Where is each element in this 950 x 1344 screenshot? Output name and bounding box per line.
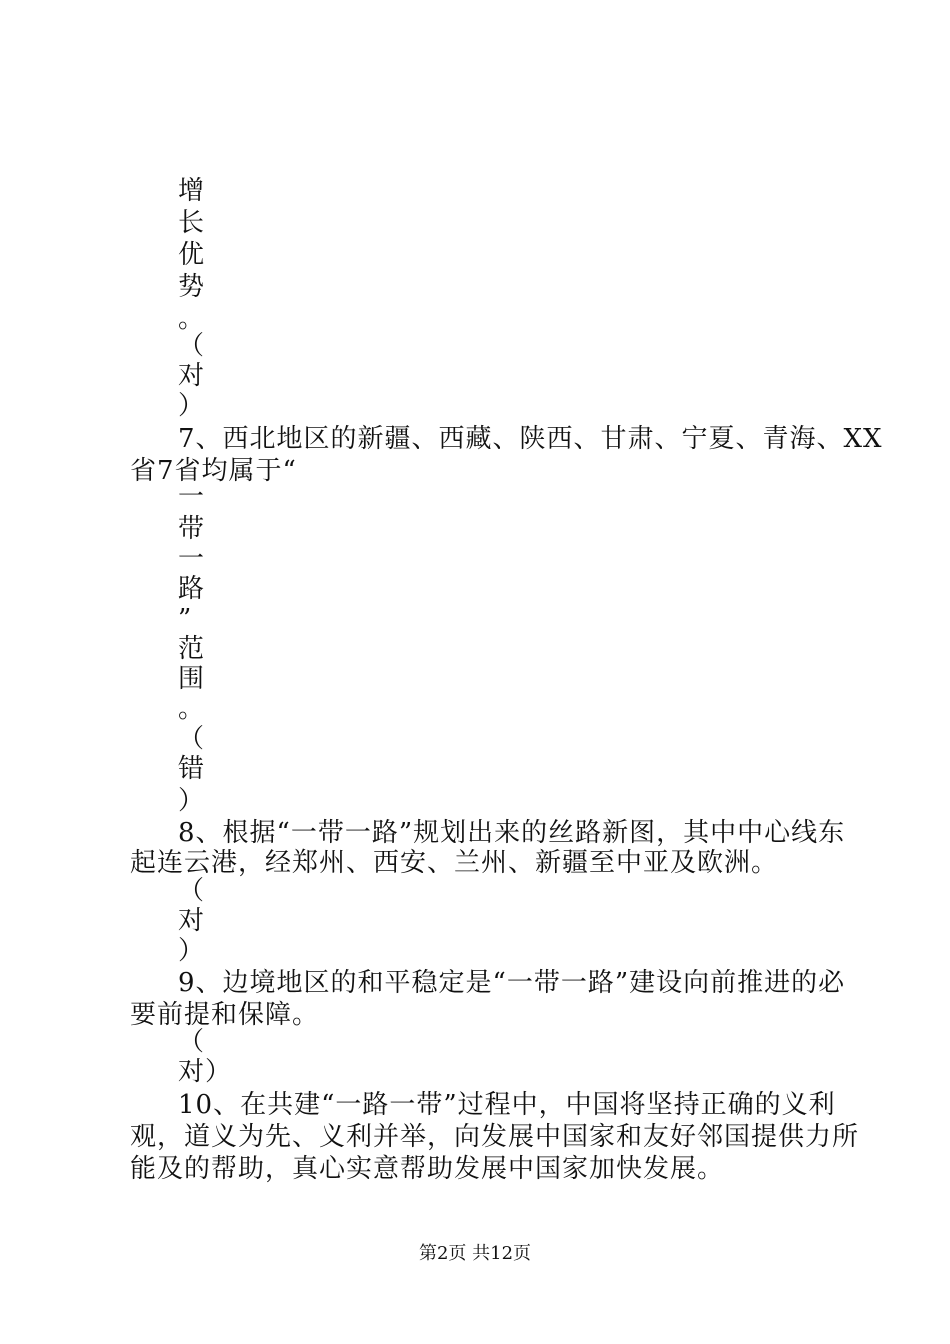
q7-line-2: 省7省均属于“ bbox=[130, 456, 297, 486]
vertical-char: 长 bbox=[178, 208, 206, 238]
vertical-char: ） bbox=[178, 786, 206, 816]
vertical-char: 对） bbox=[178, 1057, 233, 1087]
vertical-char: 一 bbox=[178, 544, 206, 574]
vertical-char: （ bbox=[178, 331, 206, 361]
vertical-char: 对 bbox=[178, 906, 206, 936]
page-footer: 第2页 共12页 bbox=[418, 1243, 532, 1264]
q10-line-1: 10、在共建“一路一带”过程中，中国将坚持正确的义利 bbox=[178, 1090, 836, 1120]
vertical-char: 路 bbox=[178, 574, 206, 604]
vertical-char: 。 bbox=[178, 694, 206, 724]
vertical-char: ” bbox=[178, 604, 193, 634]
vertical-char: 范 bbox=[178, 634, 206, 664]
vertical-char: 优 bbox=[178, 240, 206, 270]
vertical-char: 势 bbox=[178, 272, 206, 302]
q10-line-2: 观，道义为先、义利并举，向发展中国家和友好邻国提供力所 bbox=[130, 1122, 860, 1152]
vertical-char: ） bbox=[178, 391, 206, 421]
vertical-char: ） bbox=[178, 936, 206, 966]
vertical-char: （ bbox=[178, 1027, 206, 1057]
vertical-char: （ bbox=[178, 724, 206, 754]
q9-line-1: 9、边境地区的和平稳定是“一带一路”建设向前推进的必 bbox=[178, 968, 846, 998]
vertical-char: 围 bbox=[178, 664, 206, 694]
vertical-char: 对 bbox=[178, 361, 206, 391]
vertical-char: 增 bbox=[178, 176, 206, 206]
q7-line-1: 7、西北地区的新疆、西藏、陕西、甘肃、宁夏、青海、XX bbox=[178, 424, 883, 454]
vertical-char: （ bbox=[178, 876, 206, 906]
q8-line-2: 起连云港，经郑州、西安、兰州、新疆至中亚及欧洲。 bbox=[130, 848, 779, 878]
vertical-char: 。 bbox=[178, 304, 206, 334]
vertical-char: 带 bbox=[178, 514, 206, 544]
vertical-char: 错 bbox=[178, 754, 206, 784]
q10-line-3: 能及的帮助，真心实意帮助发展中国家加快发展。 bbox=[130, 1154, 725, 1184]
q8-line-1: 8、根据“一带一路”规划出来的丝路新图，其中中心线东 bbox=[178, 818, 846, 848]
vertical-char: 一 bbox=[178, 482, 206, 512]
q9-line-2: 要前提和保障。 bbox=[130, 1000, 320, 1030]
